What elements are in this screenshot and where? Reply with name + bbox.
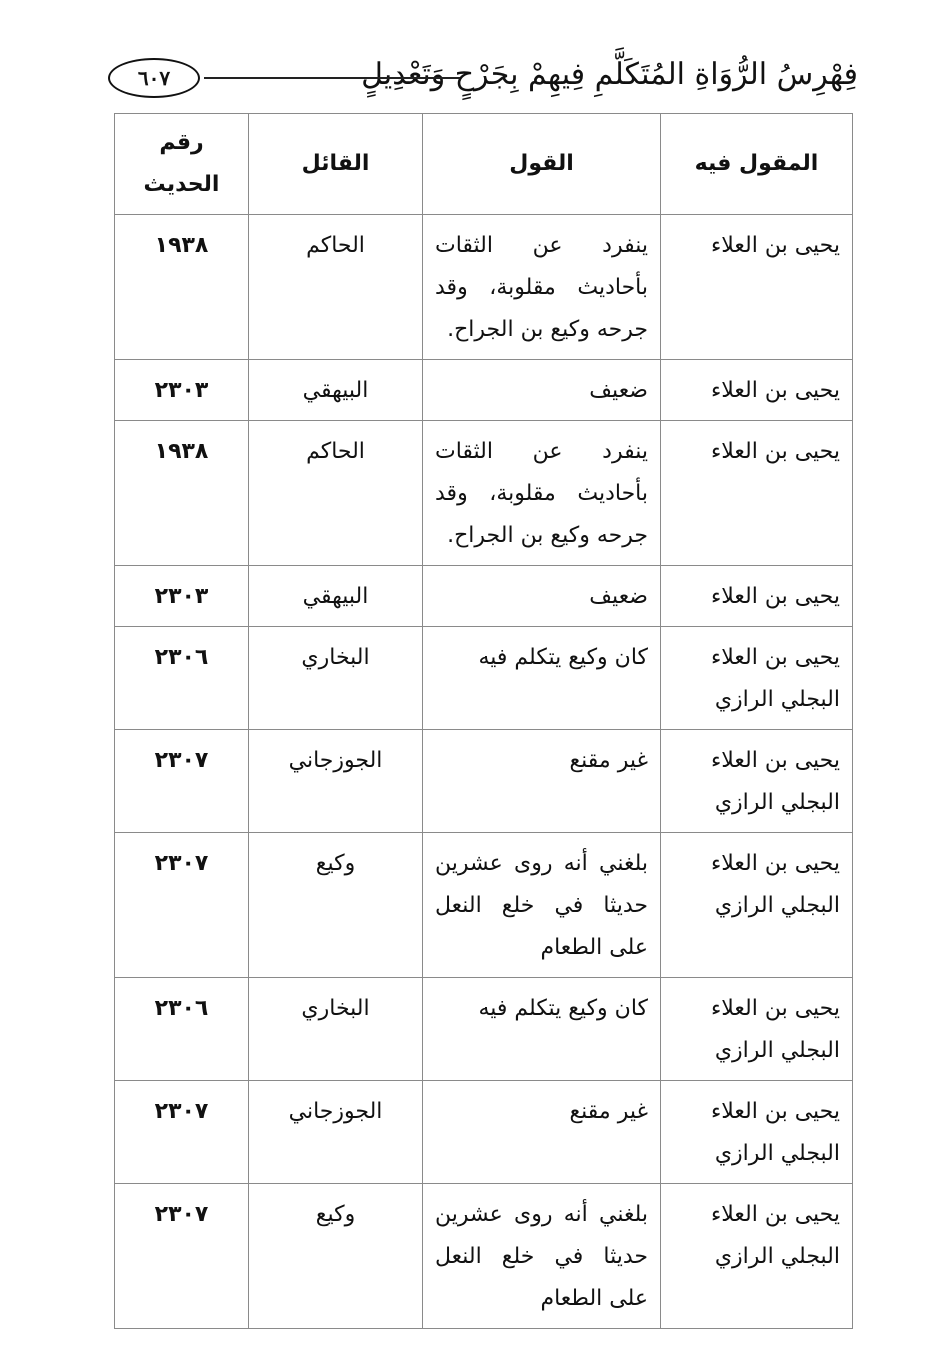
table-row bbox=[115, 360, 853, 421]
cell-saying: غير مقنع bbox=[423, 1081, 661, 1184]
cell-hadith-number: ٢٣٠٣ bbox=[115, 360, 249, 421]
table-row bbox=[115, 730, 853, 833]
cell-speaker: وكيع bbox=[249, 833, 423, 978]
cell-subject: يحيى بن العلاء البجلي الرازي bbox=[661, 1081, 853, 1184]
cell-speaker: البخاري bbox=[249, 627, 423, 730]
cell-saying: ينفرد عن الثقات بأحاديث مقلوبة، وقد جرحه وكيع بن الجراح. bbox=[423, 215, 661, 360]
table-body bbox=[115, 215, 853, 1329]
cell-hadith-number: ١٩٣٨ bbox=[115, 215, 249, 360]
cell-hadith-number: ٢٣٠٧ bbox=[115, 1081, 249, 1184]
cell-subject: يحيى بن العلاء bbox=[661, 421, 853, 566]
cell-subject: يحيى بن العلاء البجلي الرازي bbox=[661, 730, 853, 833]
cell-hadith-number: ٢٣٠٧ bbox=[115, 833, 249, 978]
table-row bbox=[115, 627, 853, 730]
column-header-speaker: القائل bbox=[249, 114, 423, 215]
table-row bbox=[115, 421, 853, 566]
cell-speaker: البيهقي bbox=[249, 360, 423, 421]
cell-saying: غير مقنع bbox=[423, 730, 661, 833]
column-header-hadith-number: رقم الحديث bbox=[115, 114, 249, 215]
cell-saying: ينفرد عن الثقات بأحاديث مقلوبة، وقد جرحه وكيع بن الجراح. bbox=[423, 421, 661, 566]
cell-speaker: الجوزجاني bbox=[249, 1081, 423, 1184]
cell-subject: يحيى بن العلاء bbox=[661, 566, 853, 627]
table-row bbox=[115, 1184, 853, 1329]
cell-saying: بلغني أنه روى عشرين حديثا في خلع النعل على الطعام bbox=[423, 833, 661, 978]
cell-hadith-number: ١٩٣٨ bbox=[115, 421, 249, 566]
page-number-badge: ٦٠٧ bbox=[108, 58, 200, 98]
table-header bbox=[115, 114, 853, 215]
cell-speaker: وكيع bbox=[249, 1184, 423, 1329]
cell-subject: يحيى بن العلاء bbox=[661, 360, 853, 421]
cell-hadith-number: ٢٣٠٦ bbox=[115, 627, 249, 730]
cell-saying: ضعيف bbox=[423, 566, 661, 627]
table-row bbox=[115, 566, 853, 627]
table-row bbox=[115, 215, 853, 360]
column-header-saying: القول bbox=[423, 114, 661, 215]
table-row bbox=[115, 1081, 853, 1184]
table-row bbox=[115, 833, 853, 978]
cell-hadith-number: ٢٣٠٧ bbox=[115, 730, 249, 833]
cell-hadith-number: ٢٣٠٦ bbox=[115, 978, 249, 1081]
cell-saying: ضعيف bbox=[423, 360, 661, 421]
cell-speaker: الحاكم bbox=[249, 215, 423, 360]
cell-speaker: البخاري bbox=[249, 978, 423, 1081]
cell-subject: يحيى بن العلاء bbox=[661, 215, 853, 360]
cell-hadith-number: ٢٣٠٣ bbox=[115, 566, 249, 627]
cell-saying: كان وكيع يتكلم فيه bbox=[423, 627, 661, 730]
cell-subject: يحيى بن العلاء البجلي الرازي bbox=[661, 627, 853, 730]
cell-saying: كان وكيع يتكلم فيه bbox=[423, 978, 661, 1081]
cell-subject: يحيى بن العلاء البجلي الرازي bbox=[661, 978, 853, 1081]
cell-speaker: البيهقي bbox=[249, 566, 423, 627]
column-header-subject: المقول فيه bbox=[661, 114, 853, 215]
narrators-table-container bbox=[114, 113, 852, 1329]
cell-saying: بلغني أنه روى عشرين حديثا في خلع النعل على الطعام bbox=[423, 1184, 661, 1329]
running-title: فِهْرِسُ الرُّوَاةِ المُتَكَلَّمِ فِيهِمْ بِجَرْحٍ وَتَعْدِيلٍ bbox=[361, 57, 858, 92]
cell-speaker: الجوزجاني bbox=[249, 730, 423, 833]
table-row bbox=[115, 978, 853, 1081]
header-rule bbox=[204, 77, 460, 79]
header-row bbox=[115, 114, 853, 215]
cell-subject: يحيى بن العلاء البجلي الرازي bbox=[661, 1184, 853, 1329]
narrators-table bbox=[114, 113, 853, 1329]
cell-subject: يحيى بن العلاء البجلي الرازي bbox=[661, 833, 853, 978]
cell-speaker: الحاكم bbox=[249, 421, 423, 566]
page-header bbox=[108, 50, 858, 100]
cell-hadith-number: ٢٣٠٧ bbox=[115, 1184, 249, 1329]
